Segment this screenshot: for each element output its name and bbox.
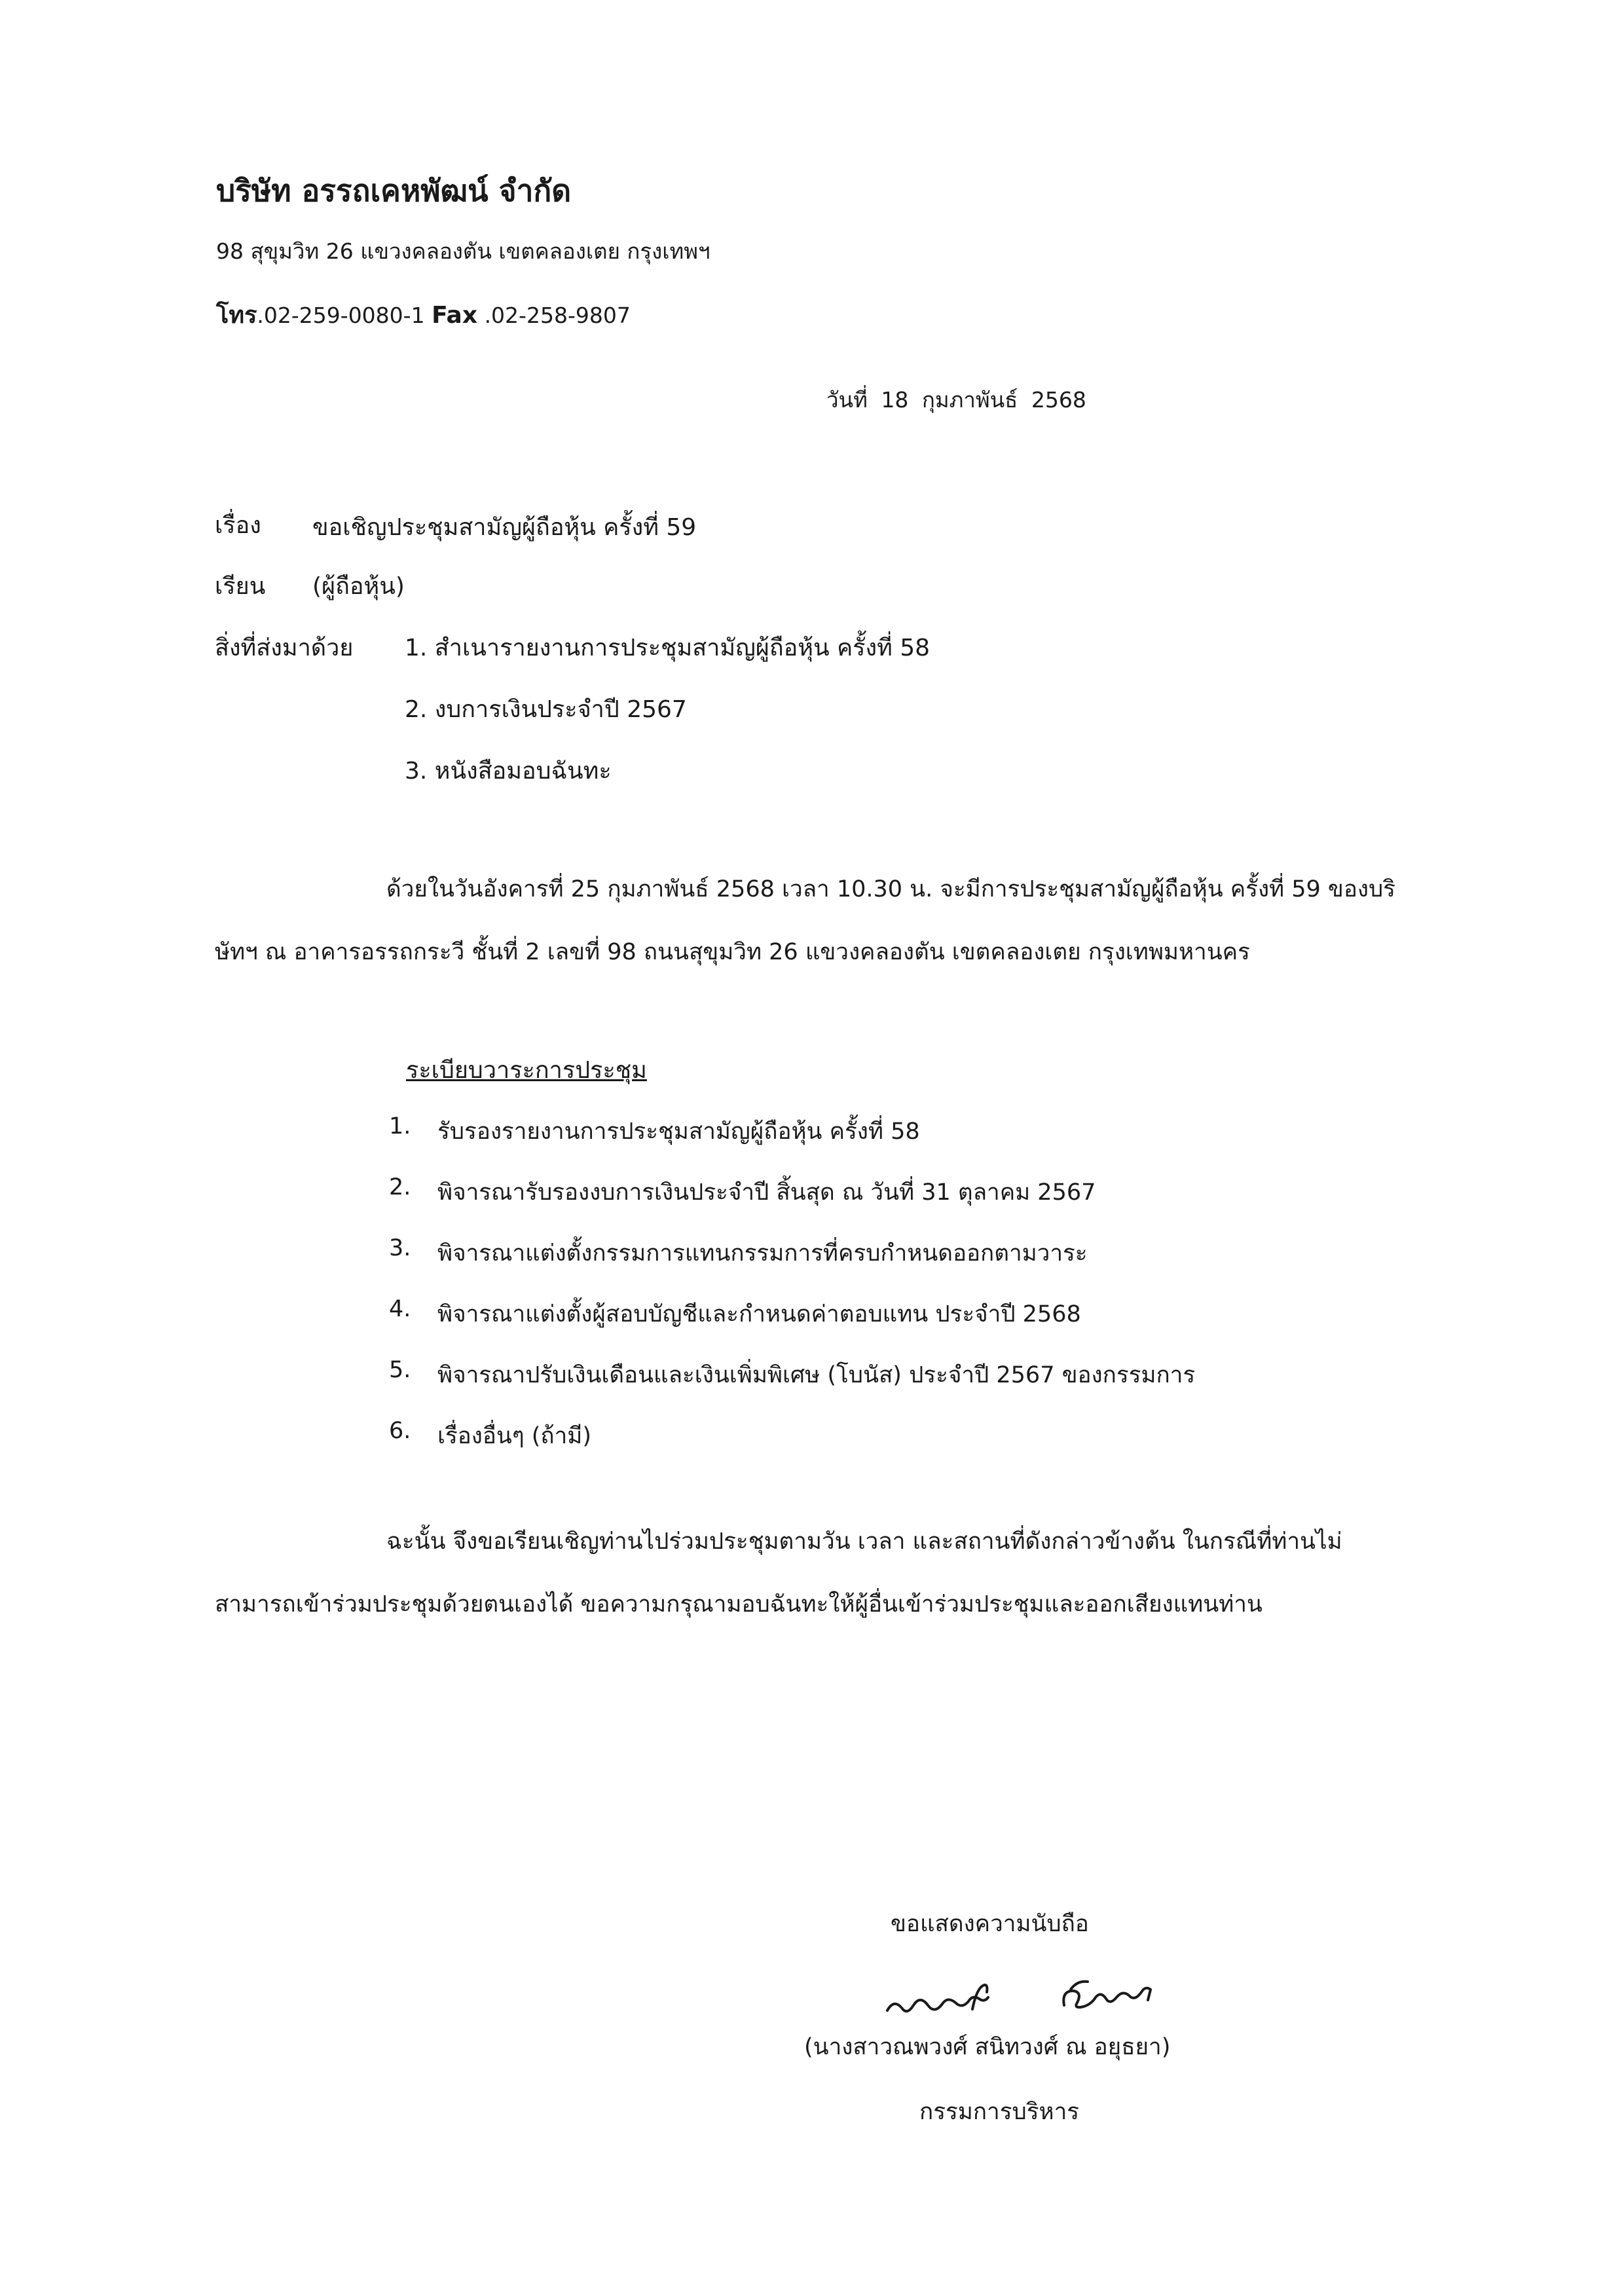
date-year: 2568 xyxy=(1031,387,1086,413)
agenda-item-text: พิจารณาปรับเงินเดือนและเงินเพิ่มพิเศษ (โบนัส) ประจำปี 2567 ของกรรมการ xyxy=(437,1362,1196,1388)
fax-label: Fax xyxy=(432,302,478,329)
subject-label: เรื่อง xyxy=(215,512,261,539)
enclosure-item: 1. สำเนารายงานการประชุมสามัญผู้ถือหุ้น ครั้งที่ 58 xyxy=(405,635,931,661)
phone-label: โทร xyxy=(216,302,257,329)
enclosure-item: 2. งบการเงินประจำปี 2567 xyxy=(405,696,687,723)
subject-value: ขอเชิญประชุมสามัญผู้ถือหุ้น ครั้งที่ 59 xyxy=(312,514,697,541)
agenda-item-number: 6. xyxy=(389,1418,411,1444)
contact-line xyxy=(216,296,631,333)
agenda-item-text: พิจารณาแต่งตั้งกรรมการแทนกรรมการที่ครบกำหนดออกตามวาระ xyxy=(437,1240,1088,1267)
agenda-item-text: พิจารณาแต่งตั้งผู้สอบบัญชีและกำหนดค่าตอบแทน ประจำปี 2568 xyxy=(437,1301,1081,1327)
recipient-label: เรียน xyxy=(215,573,266,600)
letter-date xyxy=(826,382,1086,417)
recipient-value: (ผู้ถือหุ้น) xyxy=(312,573,405,600)
date-day: 18 xyxy=(881,387,909,413)
agenda-item-text: เรื่องอื่นๆ (ถ้ามี) xyxy=(437,1423,591,1449)
fax-value: .02-258-9807 xyxy=(477,303,631,328)
agenda-item-number: 5. xyxy=(389,1357,411,1383)
company-name: บริษัท อรรถเคหพัฒน์ จำกัด xyxy=(216,173,572,208)
signer-name: (นางสาวณพวงศ์ สนิทวงศ์ ณ อยุธยา) xyxy=(804,2034,1171,2060)
agenda-item-number: 4. xyxy=(389,1296,411,1322)
signer-title: กรรมการบริหาร xyxy=(919,2099,1080,2125)
agenda-item-number: 3. xyxy=(389,1235,411,1261)
handwritten-signature xyxy=(874,1971,1215,2033)
enclosure-item: 3. หนังสือมอบฉันทะ xyxy=(405,758,612,785)
company-address: 98 สุขุมวิท 26 แขวงคลองตัน เขตคลองเตย กรุงเทพฯ xyxy=(216,238,710,264)
agenda-item-text: พิจารณารับรองงบการเงินประจำปี สิ้นสุด ณ วันที่ 31 ตุลาคม 2567 xyxy=(437,1179,1096,1206)
agenda-item-number: 2. xyxy=(389,1174,411,1200)
meeting-notice-paragraph: ด้วยในวันอังคารที่ 25 กุมภาพันธ์ 2568 เวลา 10.30 น. จะมีการประชุมสามัญผู้ถือหุ้น ครั้งที่ 59 ของบริษัทฯ ณ อาคารอรรถกระวี ชั้นที่ 2 เลขที่ 98 ถนนสุขุมวิท 26 แขวงคลองตัน เขตคลองเตย กรุงเทพมหานคร xyxy=(215,876,1395,965)
agenda-item-text: รับรองรายงานการประชุมสามัญผู้ถือหุ้น ครั้งที่ 58 xyxy=(437,1119,920,1145)
agenda-title: ระเบียบวาระการประชุม xyxy=(406,1057,647,1084)
closing-salutation: ขอแสดงความนับถือ xyxy=(891,1911,1089,1937)
date-label: วันที่ xyxy=(826,387,868,413)
invitation-paragraph: ฉะนั้น จึงขอเรียนเชิญท่านไปร่วมประชุมตามวัน เวลา และสถานที่ดังกล่าวข้างต้น ในกรณีที่ท่านไม่สามารถเข้าร่วมประชุมด้วยตนเองได้ ขอความกรุณามอบฉันทะให้ผู้อื่นเข้าร่วมประชุมและออกเสียงแทนท่าน xyxy=(215,1528,1342,1618)
agenda-item-number: 1. xyxy=(389,1113,411,1139)
phone-value: .02-259-0080-1 xyxy=(257,303,425,328)
enclosures-label: สิ่งที่ส่งมาด้วย xyxy=(215,635,354,661)
date-month: กุมภาพันธ์ xyxy=(921,387,1018,413)
